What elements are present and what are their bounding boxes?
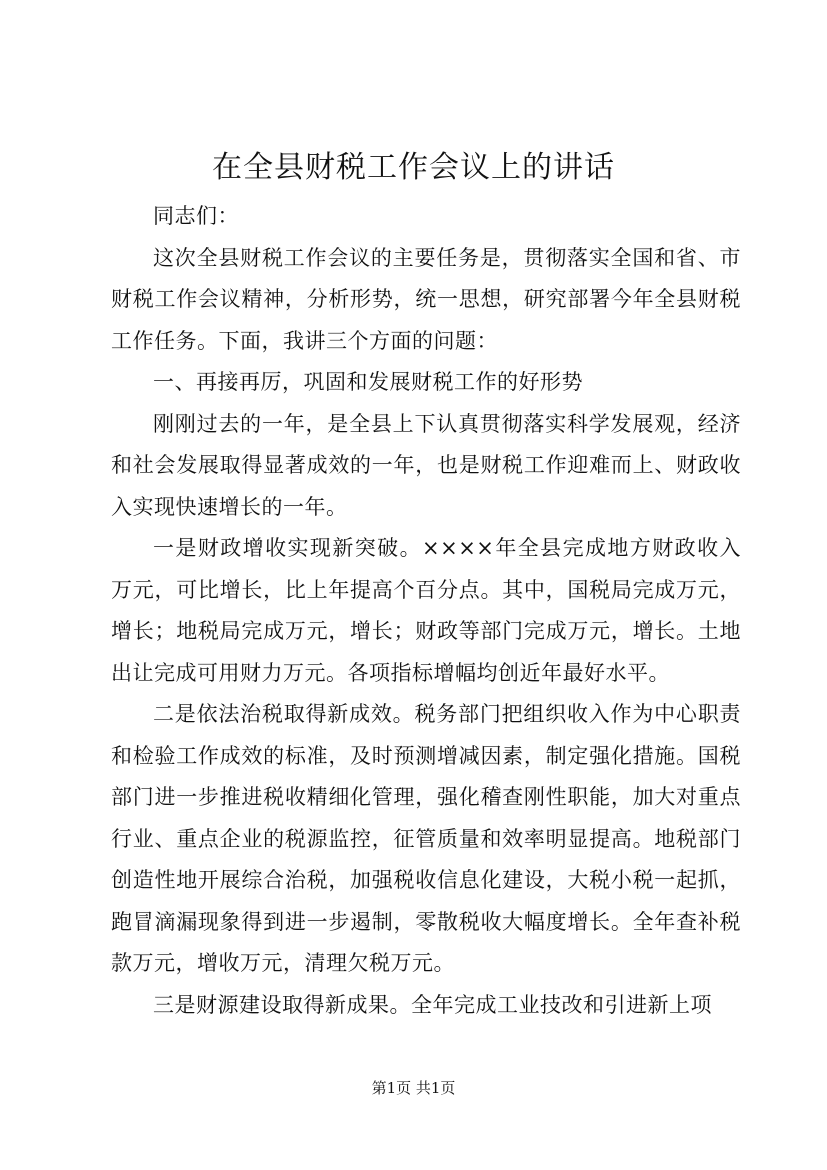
page-footer: 第1页 共1页 — [371, 1079, 456, 1097]
paragraph-salutation: 同志们： — [153, 204, 239, 228]
paragraph-point-3: 三是财源建设取得新成果。全年完成工业技改和引进新上项 — [153, 992, 712, 1017]
section-heading-1: 一、再接再厉，巩固和发展财税工作的好形势 — [153, 370, 583, 394]
document-body — [111, 196, 741, 1026]
paragraph-review: 刚刚过去的一年，是全县上下认真贯彻落实科学发展观，经济和社会发展取得显著成效的一年，也是财税工作迎难而上、财政收入实现快速增长的一年。 — [111, 411, 741, 519]
paragraph-intro: 这次全县财税工作会议的主要任务是，贯彻落实全国和省、市财税工作会议精神，分析形势，统一思想，研究部署今年全县财税工作任务。下面，我讲三个方面的问题： — [111, 245, 741, 353]
paragraph-point-2: 二是依法治税取得新成效。税务部门把组织收入作为中心职责和检验工作成效的标准，及时预测增减因素，制定强化措施。国税部门进一步推进税收精细化管理，强化稽查刚性职能，加大对重点行业、重点企业的税源监控，征管质量和效率明显提高。地税部门创造性地开展综合治税，加强税收信息化建设，大税小税一起抓，跑冒滴漏现象得到进一步遏制，零散税收大幅度增长。全年查补税款万元，增收万元，清理欠税万元。 — [111, 702, 741, 975]
document-title: 在全县财税工作会议上的讲话 — [212, 150, 615, 185]
paragraph-point-1: 一是财政增收实现新突破。××××年全县完成地方财政收入万元，可比增长，比上年提高个百分点。其中，国税局完成万元，增长；地税局完成万元，增长；财政等部门完成万元，增长。土地出让完成可用财力万元。各项指标增幅均创近年最好水平。 — [111, 536, 741, 685]
